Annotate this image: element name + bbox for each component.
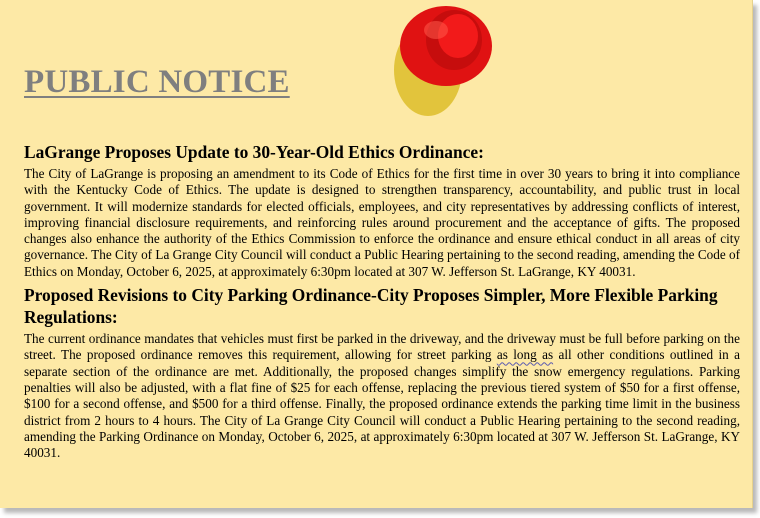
article-body: The City of LaGrange is proposing an amendment to its Code of Ethics for the first time in over 30 years to bring it into compliance with the Kentucky Code of Ethics. The update is designed to strengthen transparency, accountability, and public trust in local government. It will modernize standards for elected officials, employees, and city representatives by addressing conflicts of interest, improving financial disclosure requirements, and reinforcing rules around procurement and the acceptance of gifts. The proposed changes also enhance the authority of the Ethics Commission to enforce the ordinance and ensure ethical conduct in all areas of city governance. The City of La Grange City Council will conduct a Public Hearing pertaining to the second reading, amending the Code of Ethics on Monday, October 6, 2025, at approximately 6:30pm located at 307 W. Jefferson St. LaGrange, KY 40031. (24, 166, 740, 279)
pushpin-icon (388, 2, 498, 122)
body-text: all other conditions outlined in a separate section of the ordinance are met. Additionally, the proposed changes simplify the snow emergency regulations. Parking penalties will also be adjusted, with a flat fine of $25 for each offense, replacing the previous tiered system of $50 for a first offense, $100 for a second offense, and $500 for a third offense. Finally, the proposed ordinance extends the parking time limit in the business district from 2 hours to 4 hours. The City of La Grange City Council will conduct a Public Hearing pertaining to the second reading, amending the Parking Ordinance on Monday, October 6, 2025, at approximately 6:30pm located at 307 W. Jefferson St. LaGrange, KY 40031. (24, 347, 740, 461)
article-parking (24, 284, 740, 461)
article-title: Proposed Revisions to City Parking Ordinance-City Proposes Simpler, More Flexible Parking Regulations: (24, 285, 718, 328)
article-title: LaGrange Proposes Update to 30-Year-Old Ethics Ordinance: (24, 142, 484, 162)
body-text: The current ordinance mandates that vehicles must first be parked in the driveway, and the driveway must be full before parking on the street. The proposed ordinance removes this requirement, allowing for street parking (24, 331, 740, 363)
spellcheck-marked-phrase: as long as (496, 347, 554, 363)
article-body (24, 331, 740, 461)
page-title: PUBLIC NOTICE (24, 64, 290, 100)
notice-content (24, 141, 740, 465)
article-ethics (24, 141, 740, 280)
